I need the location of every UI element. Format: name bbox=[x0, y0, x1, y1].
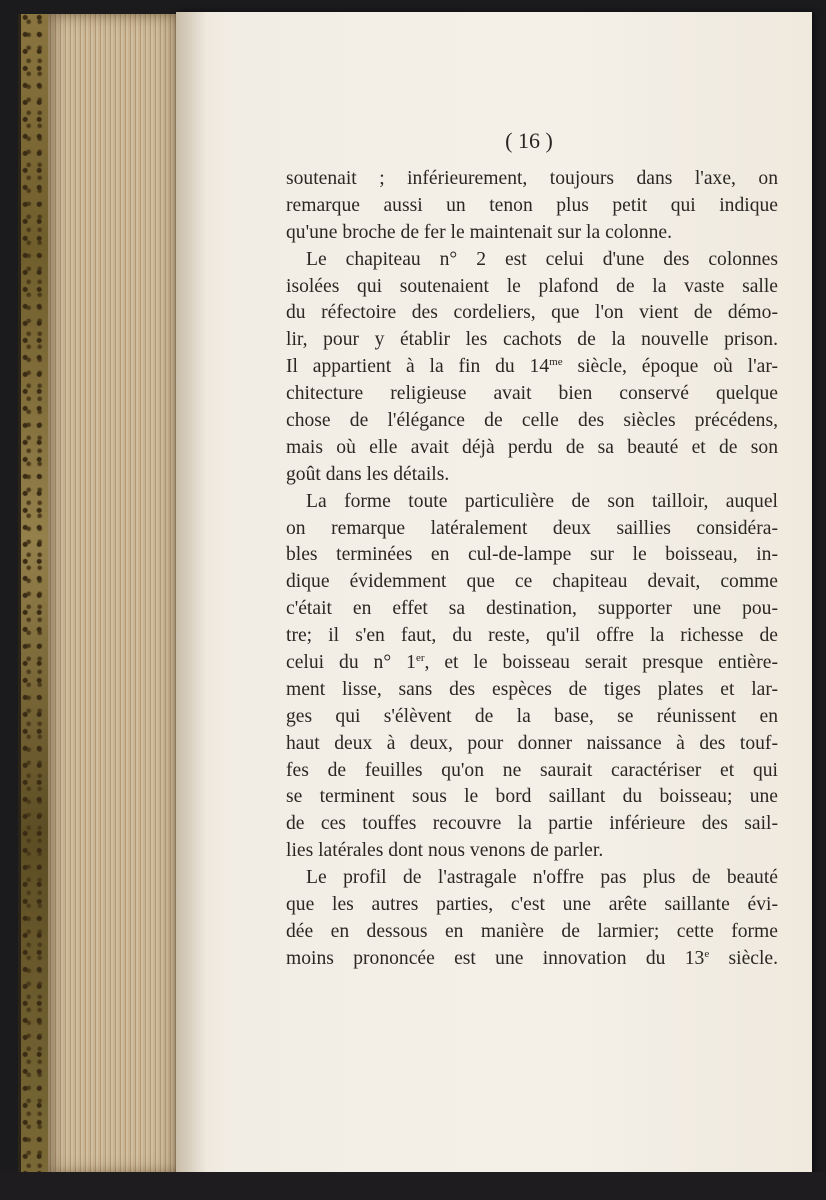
text-line: ges qui s'élèvent de la base, se réunissent en bbox=[286, 705, 778, 727]
text-line: soutenait ; inférieurement, toujours dans l'axe, on bbox=[286, 168, 778, 189]
text-line bbox=[286, 354, 778, 381]
page-number: ( 16 ) bbox=[505, 128, 553, 153]
text-line: c'était en effet sa destination, supporter une pou- bbox=[286, 598, 778, 620]
text-line bbox=[286, 946, 778, 973]
line-text: siècle. bbox=[709, 947, 778, 969]
text-line: isolées qui soutenaient le plafond de la vaste salle bbox=[286, 275, 778, 297]
superscript: e bbox=[704, 947, 710, 960]
text-line: remarque aussi un tenon plus petit qui indique bbox=[286, 194, 778, 216]
line-text: moins prononcée est une innovation du 13 bbox=[286, 947, 705, 969]
text-line: on remarque latéralement deux saillies considéra- bbox=[286, 517, 778, 539]
text-line: goût dans les détails. bbox=[286, 463, 450, 485]
text-line: chitecture religieuse avait bien conservé quelque bbox=[286, 383, 778, 405]
text-line: dique évidemment que ce chapiteau devait, comme bbox=[286, 571, 778, 593]
text-line: lir, pour y établir les cachots de la nouvelle prison. bbox=[286, 329, 778, 351]
text-line: Le chapiteau n° 2 est celui d'une des colonnes bbox=[306, 248, 778, 270]
line-text: Il appartient à la fin du 14 bbox=[286, 356, 550, 378]
text-line: de ces touffes recouvre la partie inférieure des sail- bbox=[286, 813, 778, 835]
text-line: tre; il s'en faut, du reste, qu'il offre la richesse de bbox=[286, 625, 778, 647]
text-line: lies latérales dont nous venons de parler. bbox=[286, 840, 604, 862]
text-line: dée en dessous en manière de larmier; cette forme bbox=[286, 920, 778, 942]
text-line: ment lisse, sans des espèces de tiges plates et lar- bbox=[286, 678, 778, 700]
superscript: me bbox=[549, 356, 563, 369]
text-line: haut deux à deux, pour donner naissance à des touf- bbox=[286, 732, 778, 754]
line-text: , et le boisseau serait presque entière- bbox=[424, 652, 778, 674]
text-line: chose de l'élégance de celle des siècles précédens, bbox=[286, 410, 778, 432]
line-text: celui du n° 1 bbox=[286, 652, 416, 674]
text-line: bles terminées en cul-de-lampe sur le boisseau, in- bbox=[286, 544, 778, 566]
bottom-background bbox=[0, 1172, 826, 1200]
body-text bbox=[286, 166, 778, 973]
page-edges bbox=[48, 14, 188, 1174]
text-line: mais où elle avait déjà perdu de sa beauté et de son bbox=[286, 436, 778, 458]
text-line: se terminent sous le bord saillant du boisseau; une bbox=[286, 786, 778, 808]
text-line bbox=[286, 650, 778, 677]
text-line: que les autres parties, c'est une arête saillante évi- bbox=[286, 894, 778, 916]
superscript: er bbox=[415, 652, 425, 665]
book-page bbox=[176, 12, 812, 1178]
text-line: La forme toute particulière de son tailloir, auquel bbox=[306, 490, 778, 512]
text-line: Le profil de l'astragale n'offre pas plus de beauté bbox=[306, 867, 778, 889]
line-text: siècle, époque où l'ar- bbox=[562, 356, 778, 378]
text-line: qu'une broche de fer le maintenait sur la colonne. bbox=[286, 221, 673, 243]
text-line: fes de feuilles qu'on ne saurait caractériser et qui bbox=[286, 759, 778, 781]
text-line: du réfectoire des cordeliers, que l'on vient de démo- bbox=[286, 302, 778, 324]
